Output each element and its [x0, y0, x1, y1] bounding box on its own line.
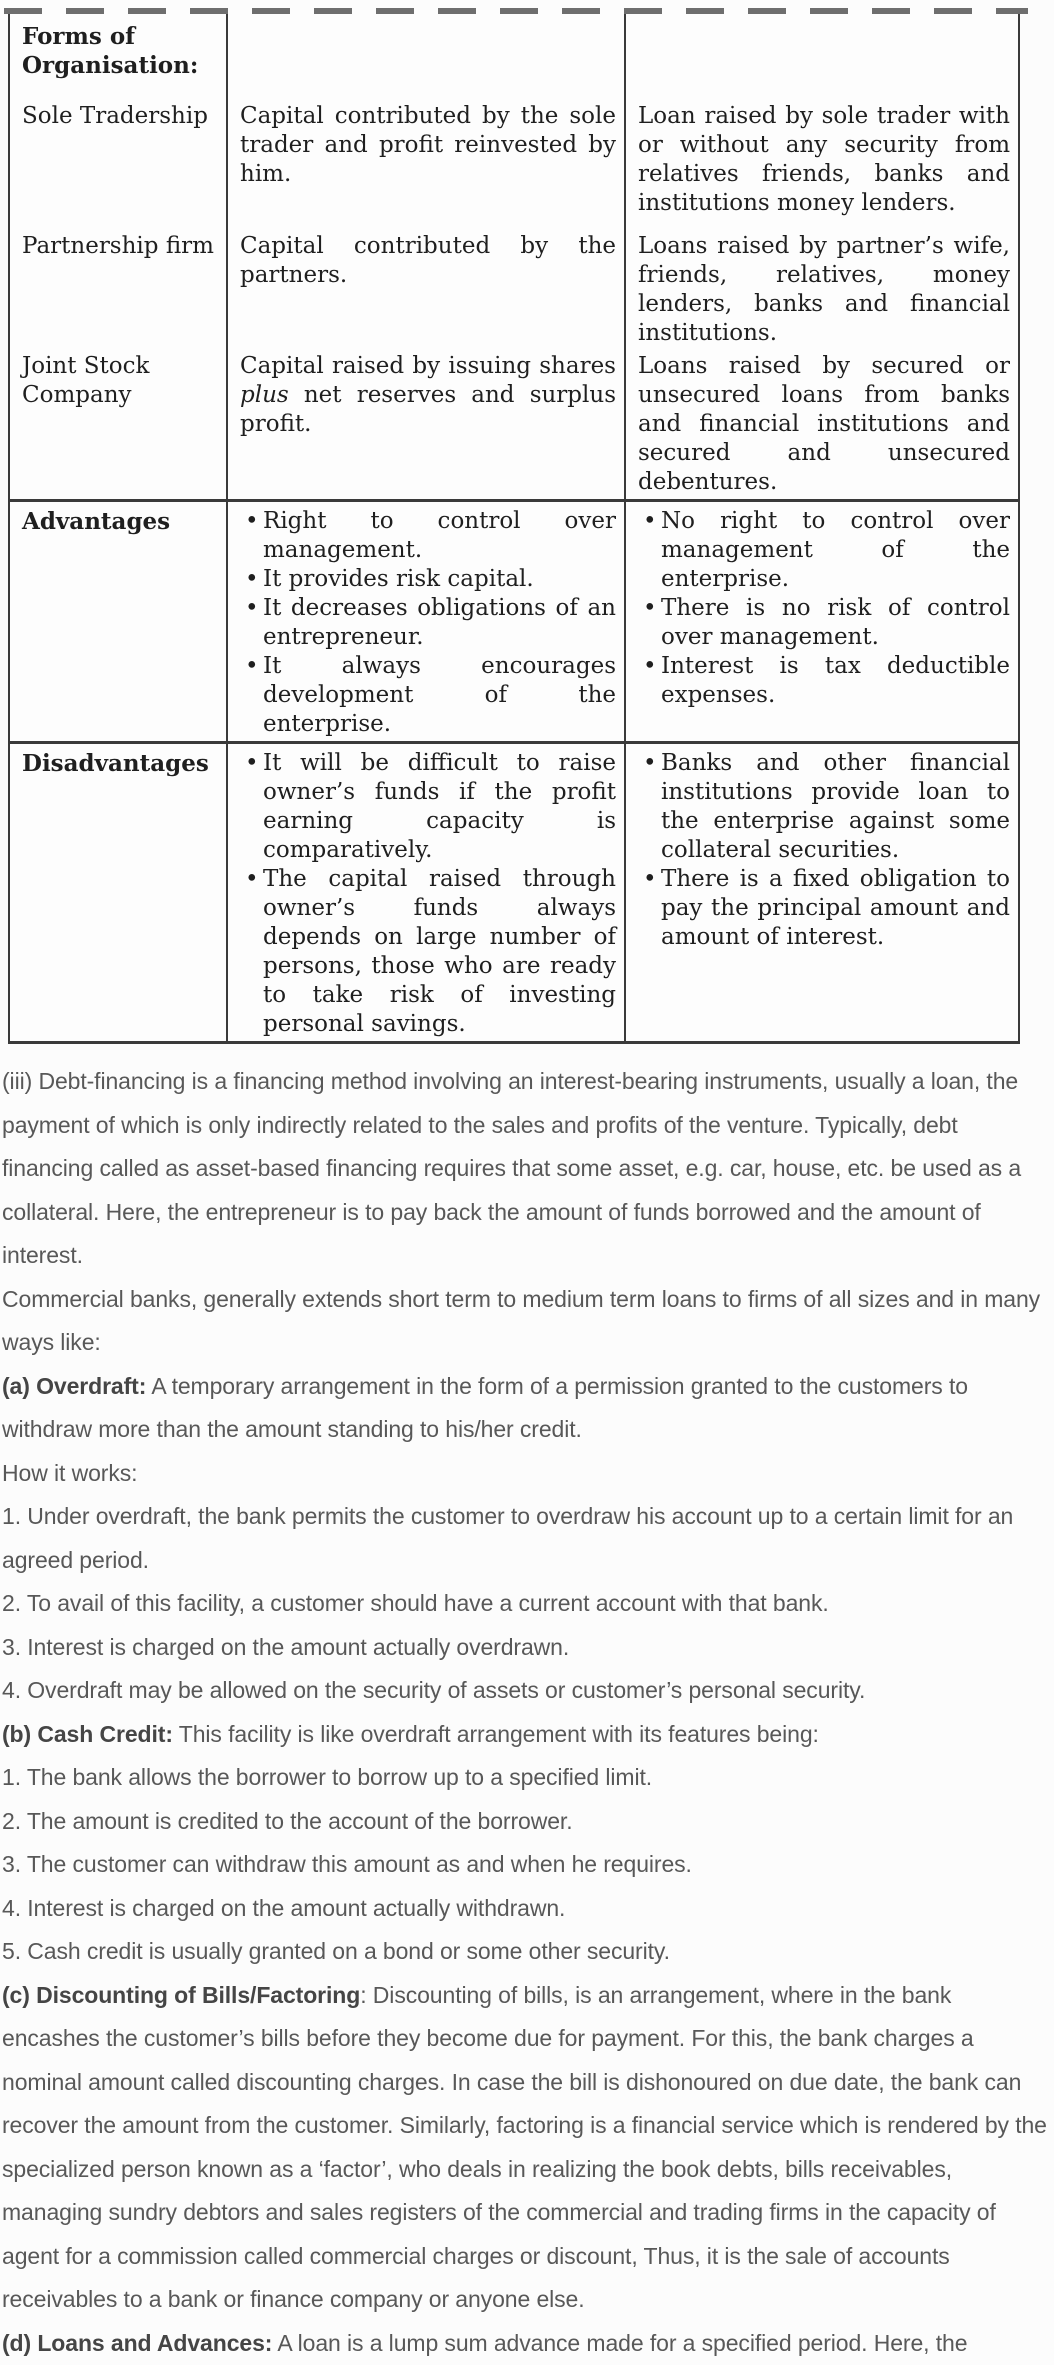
- disadvantages-owners-list: [240, 749, 616, 1039]
- paragraph-text: 3. Interest is charged on the amount actually overdrawn.: [2, 1634, 569, 1660]
- advantages-loans-cell: [625, 501, 1018, 743]
- list-item: • It provides risk capital.: [240, 565, 616, 594]
- paragraph: [2, 1930, 1050, 1974]
- paragraph-text: 2. The amount is credited to the account of the borrower.: [2, 1808, 573, 1834]
- paragraph-lead: (a) Overdraft:: [2, 1373, 146, 1399]
- partnership-loans-cell: Loans raised by partner’s wife, friends, relatives, money lenders, banks and financial institutions.: [625, 230, 1018, 350]
- table-row-advantages: [10, 501, 1018, 743]
- comparison-table: [8, 10, 1020, 1044]
- paragraph: [2, 1843, 1050, 1887]
- list-item: • It always encourages development of the enterprise.: [240, 652, 616, 739]
- advantages-loans-list: [638, 507, 1010, 710]
- org-name-sole-tradership: Sole Tradership: [10, 100, 227, 230]
- paragraph: [2, 1278, 1050, 1365]
- forms-of-organisation-table: [10, 10, 1018, 1041]
- document-body: [2, 1060, 1050, 2365]
- disadvantages-loans-cell: [625, 743, 1018, 1042]
- joint-stock-loans-cell: Loans raised by secured or unsecured loans from banks and financial institutions and secured and unsecured debentures.: [625, 350, 1018, 501]
- paragraph: [2, 2322, 1050, 2365]
- list-item: • There is no risk of control over management.: [638, 594, 1010, 652]
- table-row: [10, 10, 1018, 100]
- paragraph-text: 4. Interest is charged on the amount actually withdrawn.: [2, 1895, 565, 1921]
- advantages-owners-list: [240, 507, 616, 739]
- list-item: • Right to control over management.: [240, 507, 616, 565]
- paragraph-lead: (b) Cash Credit:: [2, 1721, 173, 1747]
- joint-owners-text-after: net reserves and surplus profit.: [240, 382, 616, 437]
- paragraph: [2, 1495, 1050, 1582]
- paragraph: [2, 1800, 1050, 1844]
- paragraph: [2, 1887, 1050, 1931]
- disadvantages-loans-list: [638, 749, 1010, 952]
- paragraph: [2, 1713, 1050, 1757]
- sole-owners-cell: Capital contributed by the sole trader and profit reinvested by him.: [227, 100, 625, 230]
- list-item: • There is a fixed obligation to pay the principal amount and amount of interest.: [638, 865, 1010, 952]
- paragraph-text: Commercial banks, generally extends short term to medium term loans to firms of all sizes and in many ways like:: [2, 1286, 1040, 1356]
- paragraph-lead: (d) Loans and Advances:: [2, 2330, 272, 2356]
- sole-loans-cell: Loan raised by sole trader with or without any security from relatives friends, banks and institutions money lenders.: [625, 100, 1018, 230]
- paragraph-lead: (c) Discounting of Bills/Factoring: [2, 1982, 360, 2008]
- paragraph-text: A loan is a lump sum advance made for a specified period. Here, the: [272, 2330, 967, 2356]
- paragraph: [2, 1582, 1050, 1626]
- paragraph: [2, 1669, 1050, 1713]
- table-top-dashed-border: [4, 8, 1028, 14]
- paragraph: [2, 1626, 1050, 1670]
- joint-owners-italic-plus: plus: [240, 382, 289, 408]
- paragraph-text: 1. Under overdraft, the bank permits the customer to overdraw his account up to a certain limit for an agreed period.: [2, 1503, 1013, 1573]
- list-item: • Interest is tax deductible expenses.: [638, 652, 1010, 710]
- list-item: • No right to control over management of the enterprise.: [638, 507, 1010, 594]
- disadvantages-label: Disadvantages: [10, 743, 227, 1042]
- table-row: [10, 350, 1018, 501]
- paragraph-text: This facility is like overdraft arrangement with its features being:: [173, 1721, 819, 1747]
- list-item: • It will be difficult to raise owner’s funds if the profit earning capacity is comparatively.: [240, 749, 616, 865]
- advantages-owners-cell: [227, 501, 625, 743]
- org-name-joint-stock-company: Joint Stock Company: [10, 350, 227, 501]
- paragraph-text: How it works:: [2, 1460, 137, 1486]
- paragraph: [2, 1756, 1050, 1800]
- table-row: [10, 230, 1018, 350]
- partnership-owners-cell: Capital contributed by the partners.: [227, 230, 625, 350]
- loans-column-top: [625, 10, 1018, 100]
- paragraph-text: A temporary arrangement in the form of a permission granted to the customers to withdraw more than the amount standing to his/her credit.: [2, 1373, 968, 1443]
- paragraph-text: 2. To avail of this facility, a customer should have a current account with that bank.: [2, 1590, 829, 1616]
- paragraph-text: : Discounting of bills, is an arrangement, where in the bank encashes the customer’s bills before they become due for payment. For this, the bank charges a nominal amount called discounting charges. In case the bill is dishonoured on due date, the bank can recover the amount from the customer. Similarly, factoring is a financial service which is rendered by the specialized person known as a ‘factor’, who deals in realizing the book debts, bills receivables, managing sundry debtors and sales registers of the commercial and trading firms in the capacity of agent for a commission called commercial charges or discount, Thus, it is the sale of accounts receivables to a bank or finance company or anyone else.: [2, 1982, 1047, 2313]
- owners-funds-column-top: [227, 10, 625, 100]
- list-item: • Banks and other financial institutions provide loan to the enterprise against some collateral securities.: [638, 749, 1010, 865]
- table-row-disadvantages: [10, 743, 1018, 1042]
- paragraph-text: 1. The bank allows the borrower to borrow up to a specified limit.: [2, 1764, 652, 1790]
- paragraph-text: 5. Cash credit is usually granted on a bond or some other security.: [2, 1938, 670, 1964]
- advantages-label: Advantages: [10, 501, 227, 743]
- paragraph: [2, 1365, 1050, 1452]
- paragraph-text: 3. The customer can withdraw this amount as and when he requires.: [2, 1851, 692, 1877]
- table-row: [10, 100, 1018, 230]
- forms-of-organisation-header: Forms of Organisation:: [10, 10, 227, 100]
- paragraph-text: (iii) Debt-financing is a financing method involving an interest-bearing instruments, usually a loan, the payment of which is only indirectly related to the sales and profits of the venture. Typically, debt financing called as asset-based financing requires that some asset, e.g. car, house, etc. be used as a collateral. Here, the entrepreneur is to pay back the amount of funds borrowed and the amount of interest.: [2, 1068, 1021, 1268]
- paragraph: [2, 1452, 1050, 1496]
- org-name-partnership-firm: Partnership firm: [10, 230, 227, 350]
- paragraph-text: 4. Overdraft may be allowed on the security of assets or customer’s personal security.: [2, 1677, 865, 1703]
- disadvantages-owners-cell: [227, 743, 625, 1042]
- joint-owners-text: Capital raised by issuing shares: [240, 353, 616, 379]
- paragraph: [2, 1060, 1050, 1278]
- joint-stock-owners-cell: [227, 350, 625, 501]
- list-item: • It decreases obligations of an entrepreneur.: [240, 594, 616, 652]
- list-item: • The capital raised through owner’s funds always depends on large number of persons, those who are ready to take risk of investing personal savings.: [240, 865, 616, 1039]
